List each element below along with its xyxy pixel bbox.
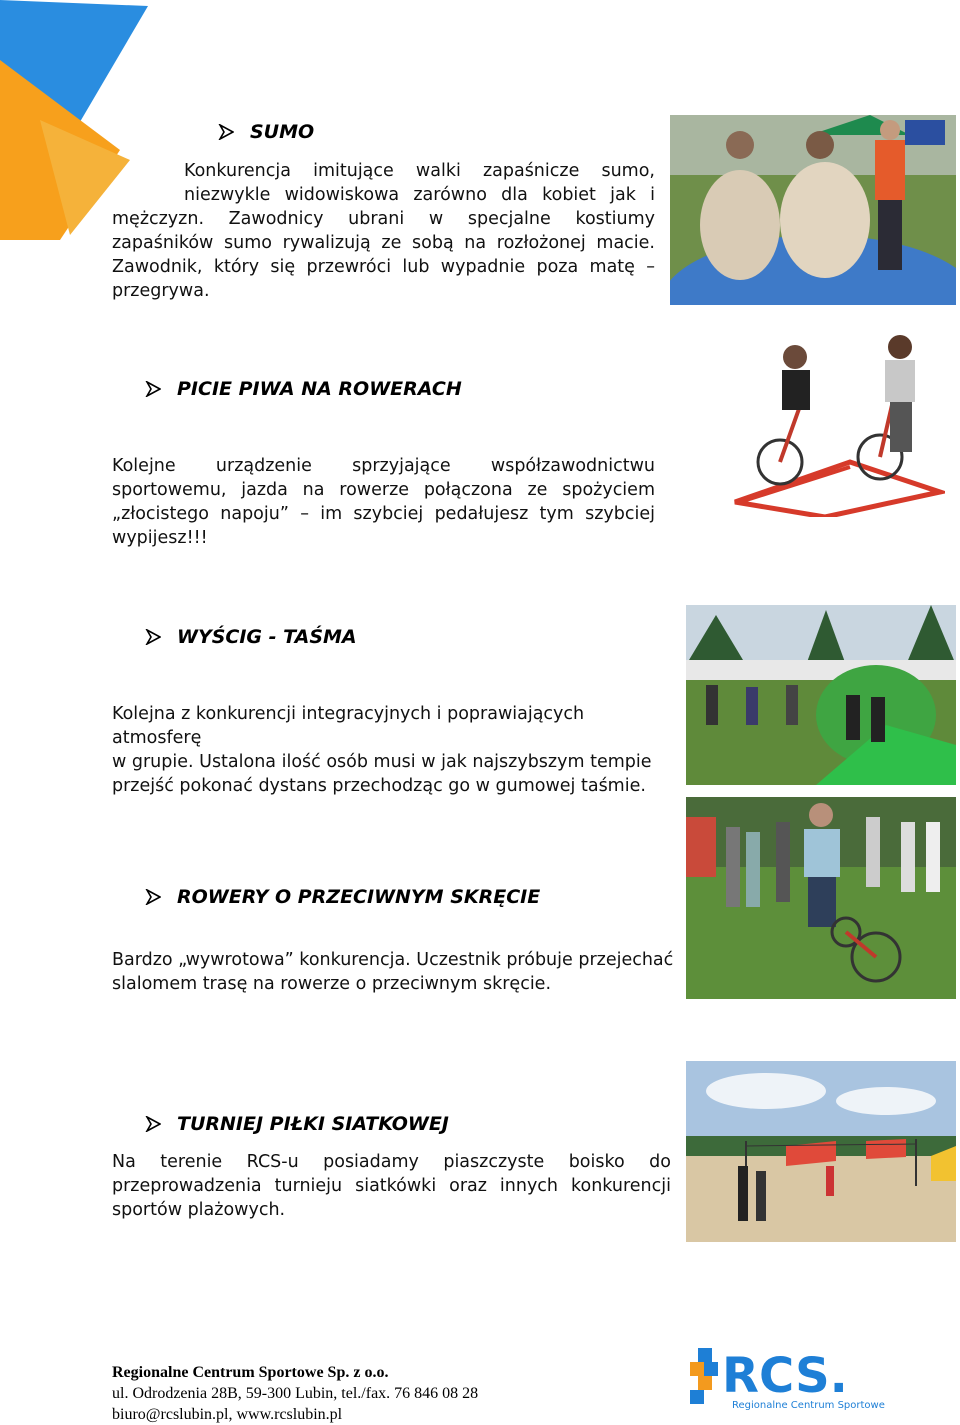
arrow-bullet-icon <box>145 629 161 645</box>
text-line: sportowemu, jazda na rowerze połączona ze spożyciem <box>112 480 655 500</box>
footer-company: Regionalne Centrum Sportowe Sp. z o.o. <box>112 1364 389 1381</box>
text-line: slalomem trasę na rowerze o przeciwnym skręcie. <box>112 974 552 994</box>
arrow-bullet-icon <box>145 381 161 397</box>
text-line: „złocistego napoju” – im szybciej pedałujesz tym szybciej <box>112 504 655 524</box>
logo-tagline: Regionalne Centrum Sportowe <box>732 1400 885 1411</box>
text-line: przeprowadzenia turnieju siatkówki oraz innych konkurencji <box>112 1176 671 1196</box>
photo-reverse-bikes <box>686 797 956 999</box>
logo-mark-icon <box>690 1348 718 1404</box>
footer-contact: biuro@rcslubin.pl, www.rcslubin.pl <box>112 1406 343 1423</box>
text-line: Na terenie RCS-u posiadamy piaszczyste boisko do <box>112 1152 671 1172</box>
text-line: Kolejna z konkurencji integracyjnych i poprawiających atmosferę <box>112 704 585 748</box>
section-body-beer-bikes <box>112 454 655 550</box>
section-body-volleyball <box>112 1150 671 1222</box>
section-body-reverse-bikes <box>112 948 674 996</box>
section-body-tape-race <box>112 702 674 798</box>
logo-wordmark: RCS. <box>722 1348 848 1404</box>
arrow-bullet-icon <box>218 124 234 140</box>
photo-tape-race <box>686 605 956 785</box>
text-line: w grupie. Ustalona ilość osób musi w jak najszybszym tempie <box>112 752 652 772</box>
section-heading-beer-bikes <box>145 378 462 400</box>
section-title: TURNIEJ PIŁKI SIATKOWEJ <box>177 1113 449 1135</box>
text-line: Zawodnik, który się przewróci lub wypadnie poza matę – <box>112 257 655 277</box>
section-heading-tape-race <box>145 626 357 648</box>
text-line: Konkurencja imitujące walki zapaśnicze sumo, <box>184 161 655 181</box>
text-line: wypijesz!!! <box>112 528 208 548</box>
photo-beer-bikes <box>730 332 945 517</box>
section-title: WYŚCIG - TAŚMA <box>177 626 357 648</box>
arrow-bullet-icon <box>145 889 161 905</box>
text-line: przegrywa. <box>112 281 210 301</box>
photo-volleyball <box>686 1061 956 1242</box>
section-heading-sumo <box>218 121 314 143</box>
text-line: sportów plażowych. <box>112 1200 286 1220</box>
text-line: zapaśników sumo rywalizują ze sobą na rozłożonej macie. <box>112 233 655 253</box>
rcs-logo <box>688 1340 888 1414</box>
text-line: przejść pokonać dystans przechodząc go w gumowej taśmie. <box>112 776 646 796</box>
section-heading-volleyball <box>145 1113 449 1135</box>
photo-sumo <box>670 115 956 305</box>
footer-address: ul. Odrodzenia 28B, 59-300 Lubin, tel./fax. 76 846 08 28 <box>112 1385 479 1402</box>
section-title: SUMO <box>250 121 315 143</box>
text-line: Kolejne urządzenie sprzyjające współzawodnictwu <box>112 456 655 476</box>
section-title: ROWERY O PRZECIWNYM SKRĘCIE <box>177 886 541 908</box>
section-title: PICIE PIWA NA ROWERACH <box>177 378 462 400</box>
arrow-bullet-icon <box>145 1116 161 1132</box>
text-line: Bardzo „wywrotowa” konkurencja. Uczestnik próbuje przejechać <box>112 950 674 970</box>
footer <box>112 1362 478 1425</box>
text-line: mężczyzn. Zawodnicy ubrani w specjalne kostiumy <box>112 209 655 229</box>
section-heading-reverse-bikes <box>145 886 540 908</box>
text-line: niezwykle widowiskowa zarówno dla kobiet jak i <box>184 185 655 205</box>
section-body-sumo <box>112 159 655 303</box>
